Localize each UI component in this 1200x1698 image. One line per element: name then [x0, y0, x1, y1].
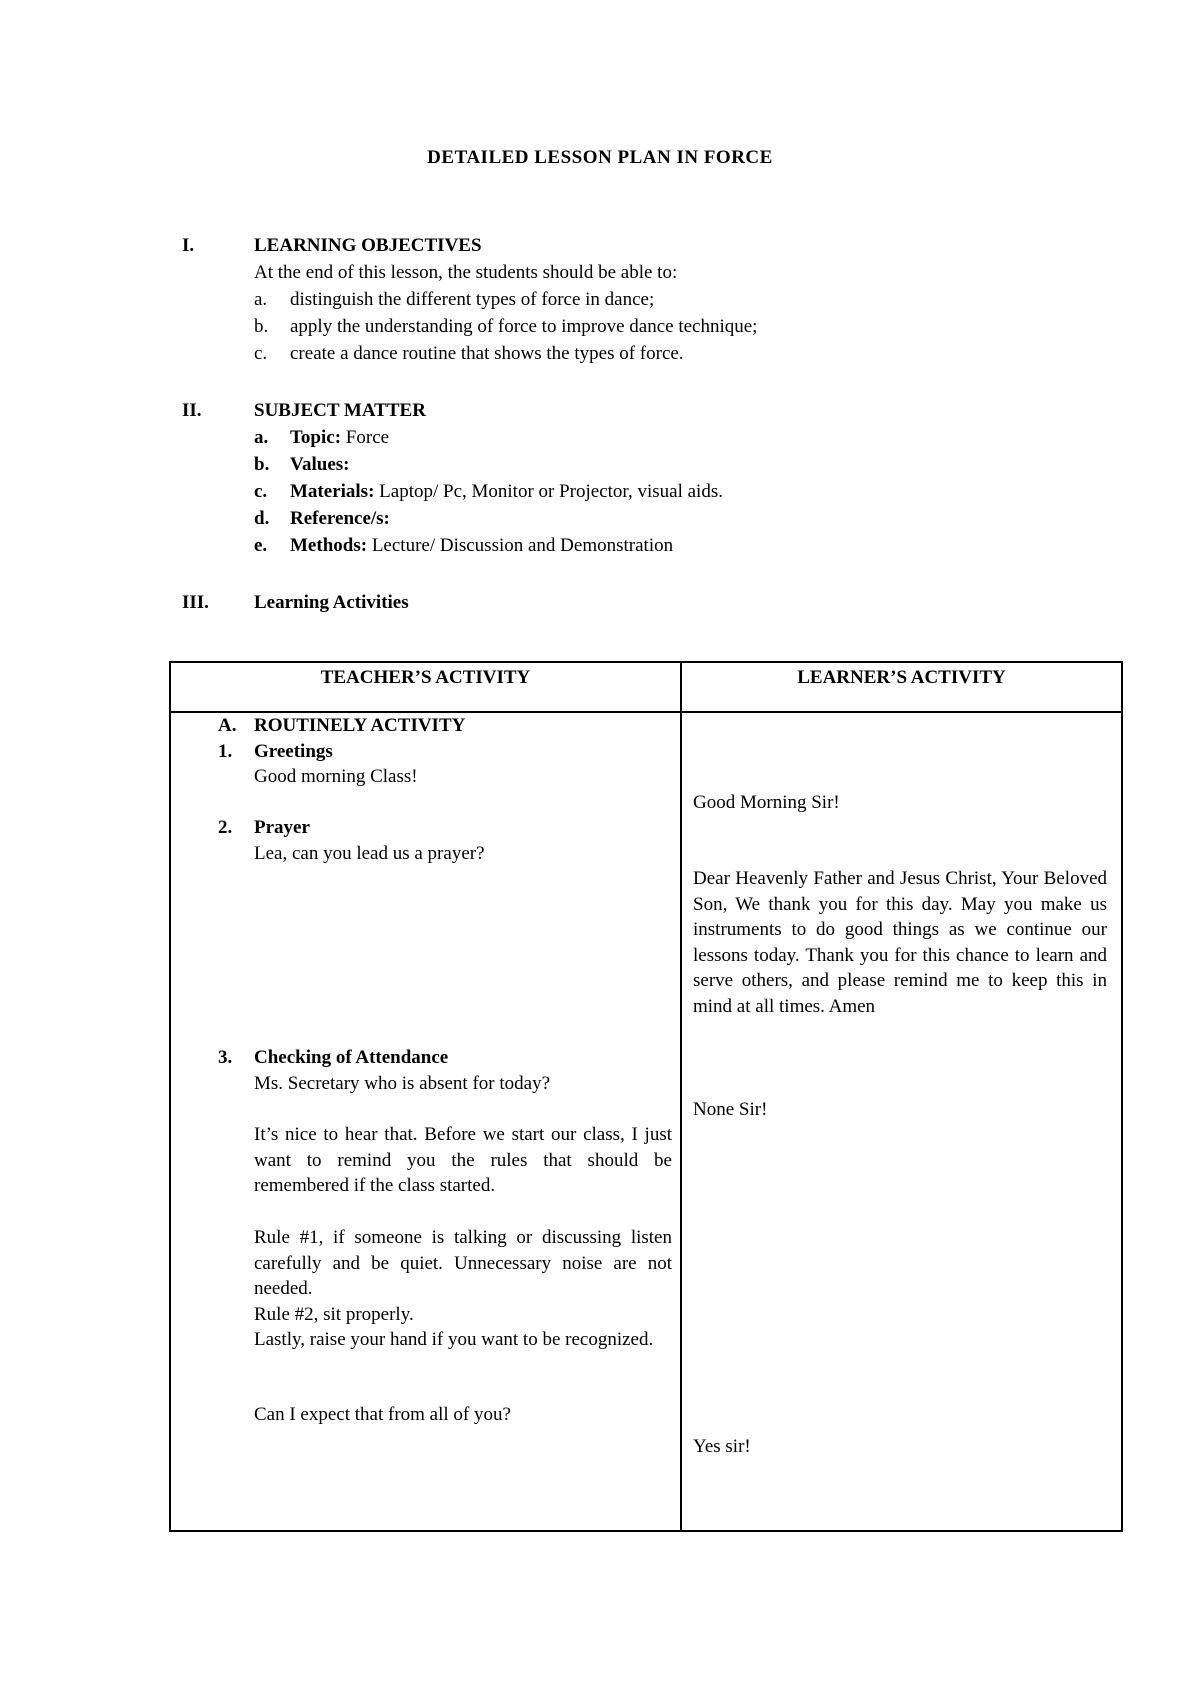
rule-three-text: Lastly, raise your hand if you want to be recognized. [254, 1329, 654, 1350]
rules-intro-text: It’s nice to hear that. Before we start our class, I just want to remind you the rules that should be remembered if the class started. [254, 1124, 672, 1196]
subject-label: Values: [290, 454, 350, 475]
attendance-heading: Checking of Attendance [254, 1047, 449, 1068]
subject-item-methods [290, 536, 673, 555]
prayer-teacher-text: Lea, can you lead us a prayer? [254, 843, 485, 864]
objective-text: distinguish the different types of force in dance; [290, 289, 655, 310]
section-numeral-objectives: I. [182, 235, 195, 256]
rule-one-text: Rule #1, if someone is talking or discussing listen carefully and be quiet. Unnecessary noise are not needed. [254, 1227, 672, 1299]
teacher-activity-header: TEACHER’S ACTIVITY [320, 667, 531, 688]
table-border-top [169, 661, 1123, 663]
subject-item-topic [290, 428, 389, 447]
subject-value: Laptop/ Pc, Monitor or Projector, visual aids. [379, 481, 723, 502]
prayer-heading: Prayer [254, 817, 310, 838]
subject-label: Topic: [290, 427, 342, 448]
greetings-heading: Greetings [254, 741, 333, 762]
subject-label: Materials: [290, 481, 375, 502]
subject-label: Methods: [290, 535, 368, 556]
table-header-divider [169, 711, 1123, 713]
subject-letter: d. [254, 508, 270, 529]
subject-letter: e. [254, 535, 268, 556]
attendance-learner-answer: None Sir! [693, 1099, 768, 1120]
subject-letter: b. [254, 454, 270, 475]
attendance-teacher-question: Ms. Secretary who is absent for today? [254, 1073, 551, 1094]
subject-item-materials [290, 482, 723, 501]
subject-value: Force [345, 427, 390, 448]
section-numeral-subject: II. [182, 400, 202, 421]
learner-activity-header: LEARNER’S ACTIVITY [797, 667, 1006, 688]
routine-letter: A. [218, 715, 237, 736]
attendance-number: 3. [218, 1047, 233, 1068]
objective-text: apply the understanding of force to improve dance technique; [290, 316, 758, 337]
table-border-bottom [169, 1530, 1123, 1532]
expectation-question: Can I expect that from all of you? [254, 1404, 511, 1425]
prayer-number: 2. [218, 817, 233, 838]
objective-letter: c. [254, 343, 268, 364]
subject-letter: c. [254, 481, 268, 502]
objective-letter: b. [254, 316, 269, 337]
subject-value: Lecture/ Discussion and Demonstration [371, 535, 674, 556]
subject-item-values [290, 455, 349, 474]
section-heading-objectives: LEARNING OBJECTIVES [254, 235, 482, 256]
greetings-learner-text: Good Morning Sir! [693, 792, 840, 813]
objective-text: create a dance routine that shows the types of force. [290, 343, 684, 364]
subject-label: Reference/s: [290, 508, 390, 529]
document-title: DETAILED LESSON PLAN IN FORCE [427, 147, 773, 168]
section-heading-subject: SUBJECT MATTER [254, 400, 426, 421]
subject-item-references [290, 509, 390, 528]
greetings-teacher-text: Good morning Class! [254, 766, 418, 787]
table-border-right [1121, 661, 1123, 1532]
learner-yes-answer: Yes sir! [693, 1436, 751, 1457]
objectives-intro: At the end of this lesson, the students should be able to: [254, 262, 678, 283]
rule-two-text: Rule #2, sit properly. [254, 1304, 414, 1325]
routine-heading: ROUTINELY ACTIVITY [254, 715, 466, 736]
subject-letter: a. [254, 427, 269, 448]
section-numeral-activities: III. [182, 592, 209, 613]
table-column-divider [680, 661, 682, 1532]
greetings-number: 1. [218, 741, 233, 762]
prayer-learner-text: Dear Heavenly Father and Jesus Christ, Your Beloved Son, We thank you for this day. May you make us instruments to do good things as we continue our lessons today. Thank you for this chance to learn and serve others, and please remind me to keep this in mind at all times. Amen [693, 868, 1107, 1017]
section-heading-activities: Learning Activities [254, 592, 409, 613]
table-border-left [169, 661, 171, 1532]
objective-letter: a. [254, 289, 268, 310]
